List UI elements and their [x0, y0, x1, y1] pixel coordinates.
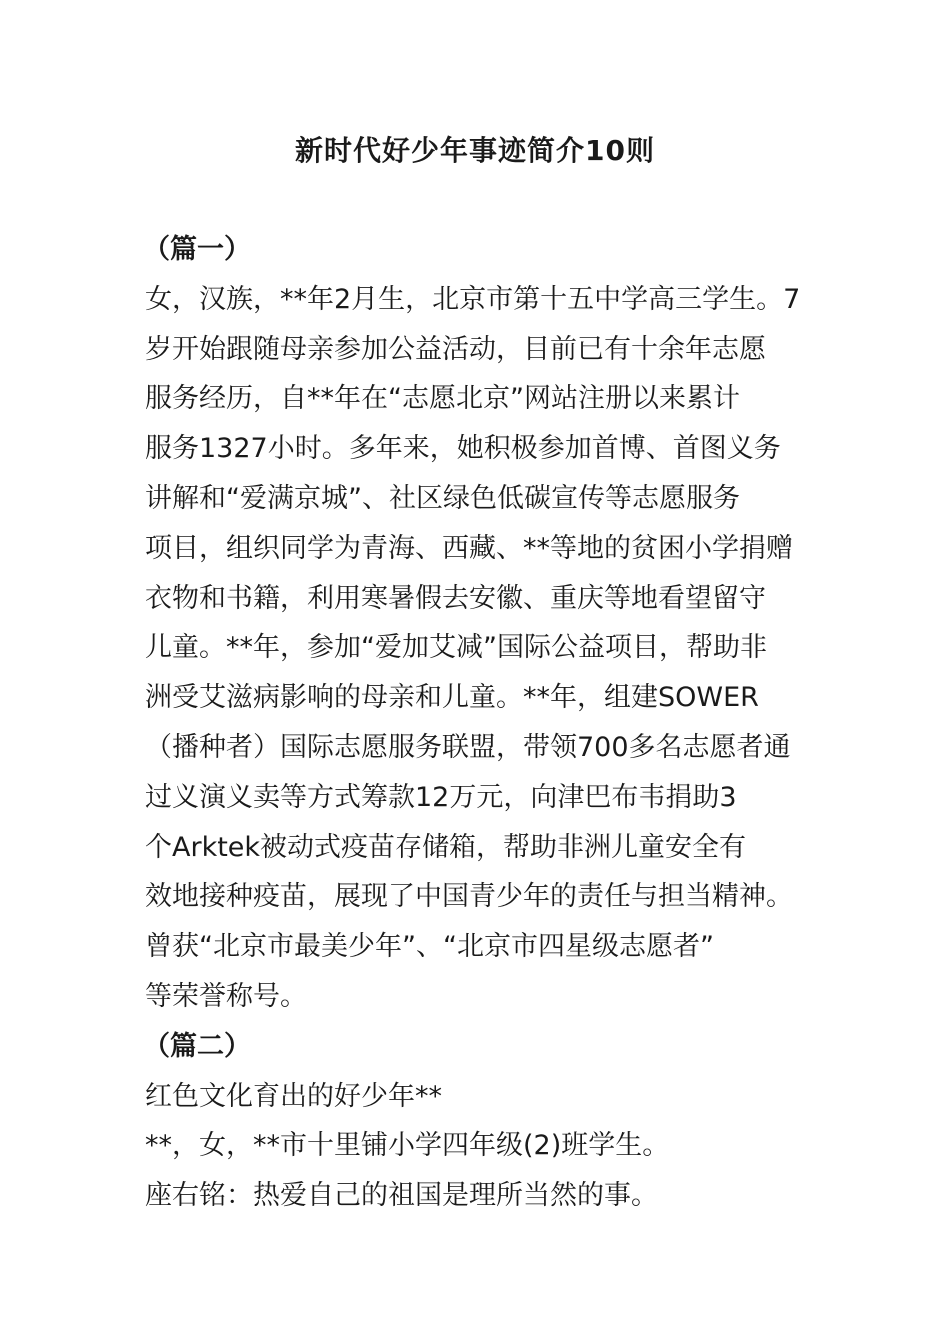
paragraph-line: 等荣誉称号。 [145, 980, 307, 1012]
paragraph-line: 座右铭：热爱自己的祖国是理所当然的事。 [145, 1180, 658, 1212]
paragraph-line: 曾获“北京市最美少年”、“北京市四星级志愿者” [145, 931, 714, 963]
paragraph-line: 儿童。**年，参加“爱加艾减”国际公益项目，帮助非 [145, 632, 767, 664]
paragraph-line: 个Arktek被动式疫苗存储箱，帮助非洲儿童安全有 [145, 831, 747, 863]
paragraph-line: **，女，**市十里铺小学四年级(2)班学生。 [145, 1130, 670, 1162]
paragraph-line: 女，汉族，**年2月生，北京市第十五中学高三学生。7 [145, 283, 801, 315]
paragraph-line: 衣物和书籍，利用寒暑假去安徽、重庆等地看望留守 [145, 582, 766, 614]
document-body [145, 225, 835, 1221]
section-heading-2: （篇二） [143, 1030, 251, 1062]
paragraph-line: 过义演义卖等方式筹款12万元，向津巴布韦捐助3 [145, 781, 737, 813]
paragraph-line: 讲解和“爱满京城”、社区绿色低碳宣传等志愿服务 [145, 482, 740, 514]
paragraph-line: 洲受艾滋病影响的母亲和儿童。**年，组建SOWER [145, 682, 759, 714]
paragraph-line: （播种者）国际志愿服务联盟，带领700多名志愿者通 [145, 731, 791, 763]
paragraph-line: 岁开始跟随母亲参加公益活动，目前已有十余年志愿 [145, 333, 766, 365]
section-heading-1: （篇一） [143, 234, 251, 265]
paragraph-line: 红色文化育出的好少年** [145, 1080, 442, 1112]
paragraph-line: 项目，组织同学为青海、西藏、**等地的贫困小学捐赠 [145, 532, 793, 564]
paragraph-line: 服务1327小时。多年来，她积极参加首博、首图义务 [145, 433, 781, 465]
document-title: 新时代好少年事迹简介10则 [295, 134, 655, 167]
paragraph-line: 服务经历，自**年在“志愿北京”网站注册以来累计 [145, 383, 740, 415]
paragraph-line: 效地接种疫苗，展现了中国青少年的责任与担当精神。 [145, 881, 793, 913]
